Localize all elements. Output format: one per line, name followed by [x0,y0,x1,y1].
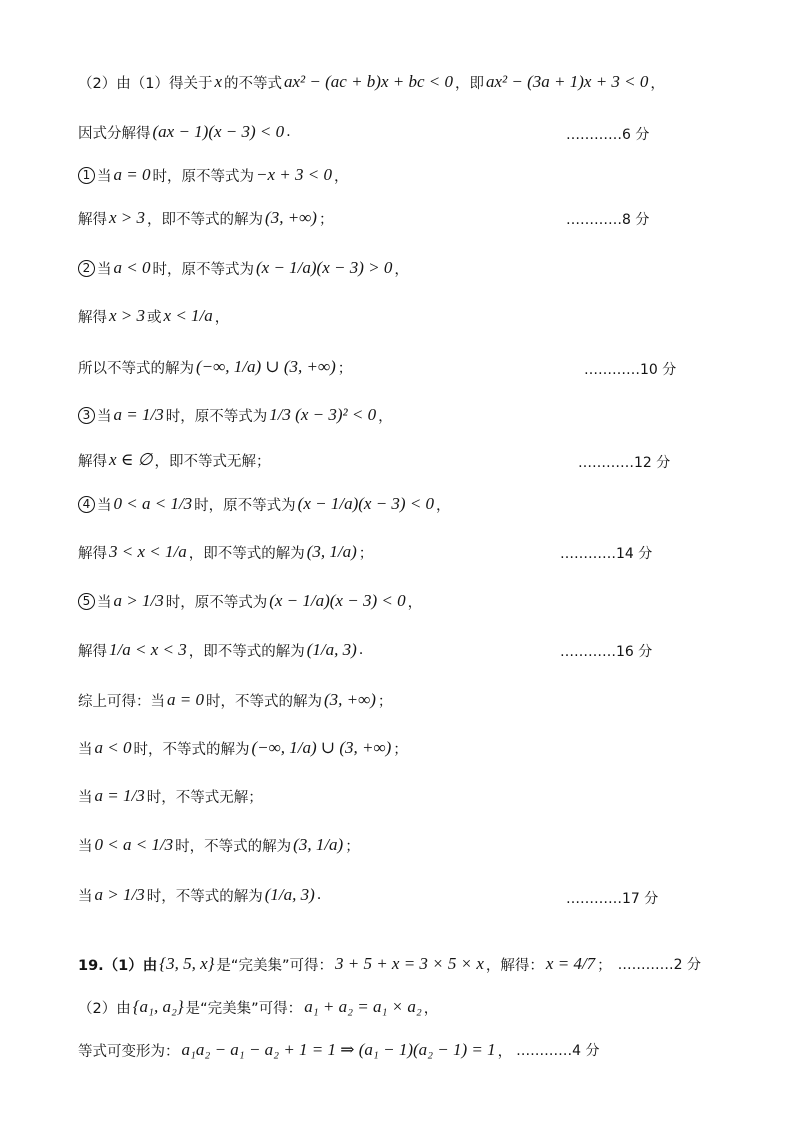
math: a > 1/3 [94,885,145,904]
text: 当 [78,789,93,806]
math: 1/a < x < 3 [109,640,187,659]
text: 的不等式 [224,75,282,92]
line-case5-solution [78,630,363,670]
score-14: …………14 分 [560,546,653,562]
text: 当 [97,408,112,425]
score-2: …………2 分 [617,957,702,973]
text: 当 [97,497,112,514]
text: 当 [97,261,112,278]
line-case4-solution [78,532,373,572]
math-interval: (3, 1/a) [293,835,344,854]
math-equation: a₁ + a₂ = a₁ × a₂ [304,997,422,1016]
line-case2-solution [78,347,352,387]
math-interval: (3, +∞) [323,690,376,709]
math: a < 0 [113,258,151,277]
math: x ∈ ∅ [109,450,153,469]
math: 1/3 (x − 3)² < 0 [269,405,377,424]
line-summary-4 [78,825,360,865]
text: 时，不等式的解为 [205,693,322,710]
case-number-2: 2 [78,260,95,277]
math-transform: a₁a₂ − a₁ − a₂ + 1 = 1 ⇒ (a₁ − 1)(a₂ − 1) = 1 [181,1040,496,1059]
line-case2 [78,248,409,288]
text: ； [318,211,334,228]
math: a > 1/3 [113,591,164,610]
text: 时，不等式的解为 [175,838,292,855]
text: 19.（1）由 [78,957,158,974]
line-q19-transform [78,1030,600,1070]
text: ， [394,261,409,278]
text: ， [423,1000,439,1017]
score-6: …………6 分 [566,127,650,143]
text: 解得 [78,453,107,470]
text: 时，不等式无解； [146,789,263,806]
text: ， [650,75,665,92]
math-equation: 3 + 5 + x = 3 × 5 × x [334,954,484,973]
score-17: …………17 分 [566,891,659,907]
math-inequality-general: ax² − (ac + b)x + bc < 0 [284,72,453,91]
text: 解得 [78,309,107,326]
line-case2-solve [78,296,229,336]
text: 解得 [78,211,107,228]
text: ； [597,957,612,974]
math: a = 1/3 [113,405,164,424]
text: ，解得： [485,957,544,974]
math-interval: (3, 1/a) [306,542,357,561]
text: 时，原不等式为 [165,594,268,611]
score-4: …………4 分 [516,1043,600,1059]
line-case3-solution [78,440,270,480]
text: ， [407,594,423,611]
text: （2）由（1）得关于 [78,75,213,92]
math: x > 3 [109,306,146,325]
text: （2）由 [78,1000,131,1017]
text: 当 [97,594,112,611]
text: ， [214,309,230,326]
math: (x − 1/a)(x − 3) < 0 [297,494,435,513]
text: 是“完美集”可得： [216,957,333,974]
text: . [286,124,291,140]
line-summary-3 [78,776,263,816]
text: 当 [78,838,93,855]
line-q19-part2 [78,987,438,1027]
math-interval: (−∞, 1/a) ∪ (3, +∞) [251,738,392,757]
score-8: …………8 分 [566,212,650,228]
line-summary-1 [78,680,392,720]
text: ， [497,1043,513,1060]
line-part2-intro [78,62,665,102]
line-case3 [78,395,393,435]
text: 时，不等式的解为 [133,741,250,758]
text: 时，原不等式为 [194,497,296,514]
text: ； [358,545,374,562]
math-interval: (−∞, 1/a) ∪ (3, +∞) [196,357,336,376]
line-summary-2 [78,728,408,768]
text: ，即不等式的解为 [188,545,305,562]
math: x > 3 [109,208,146,227]
text: 或 [147,309,162,326]
text: 所以不等式的解为 [78,360,194,377]
math: x [214,72,222,91]
math: (x − 1/a)(x − 3) > 0 [255,258,393,277]
text: 时，原不等式为 [152,261,254,278]
math-set: {a₁, a₂} [132,997,184,1016]
math-interval: (3, +∞) [265,208,317,227]
score-16: …………16 分 [560,644,653,660]
line-case5 [78,581,422,621]
math: 3 < x < 1/a [109,542,187,561]
text: ，即不等式的解为 [147,211,264,228]
math: a < 0 [94,738,132,757]
text: ， [436,497,451,514]
line-factor [78,112,291,152]
text: ，即 [455,75,484,92]
math: 0 < a < 1/3 [94,835,174,854]
math-result: x = 4/7 [545,954,596,973]
math: 0 < a < 1/3 [113,494,193,513]
math: x < 1/a [163,306,213,325]
line-case4 [78,484,451,524]
text: ； [345,838,360,855]
math: a = 1/3 [94,786,145,805]
text: 等式可变形为： [78,1043,180,1060]
text: ，即不等式的解为 [188,643,305,660]
text: 解得 [78,545,107,562]
line-q19-part1 [78,944,701,984]
math: a = 0 [167,690,204,709]
case-number-3: 3 [78,407,95,424]
text: 综上可得：当 [78,693,165,710]
text: 是“完美集”可得： [185,1000,303,1017]
text: ， [333,168,349,185]
text: . [316,887,322,903]
math-interval: (1/a, 3) [264,885,315,904]
line-case1 [78,155,348,195]
text: ； [377,693,393,710]
text: 解得 [78,643,107,660]
text: 时，不等式的解为 [146,888,263,905]
case-number-1: 1 [78,167,95,184]
text: 时，原不等式为 [152,168,254,185]
score-12: …………12 分 [578,455,671,471]
text: 因式分解得 [78,125,151,142]
math-set: {3, 5, x} [159,954,215,973]
math-interval: (1/a, 3) [306,640,357,659]
score-10: …………10 分 [584,362,677,378]
case-number-5: 5 [78,593,95,610]
case-number-4: 4 [78,496,95,513]
math-inequality-specific: ax² − (3a + 1)x + 3 < 0 [486,72,649,91]
math-factored: (ax − 1)(x − 3) < 0 [152,122,285,141]
text: 当 [78,741,93,758]
math: a = 0 [113,165,151,184]
line-summary-5 [78,875,321,915]
text: . [358,642,364,658]
line-case1-solution [78,198,333,238]
text: 当 [78,888,93,905]
text: 时，原不等式为 [165,408,268,425]
text: ； [393,741,408,758]
text: ； [337,360,353,377]
text: ，即不等式无解； [154,453,271,470]
text: 当 [97,168,112,185]
math: (x − 1/a)(x − 3) < 0 [269,591,406,610]
text: ， [378,408,393,425]
math: −x + 3 < 0 [255,165,332,184]
